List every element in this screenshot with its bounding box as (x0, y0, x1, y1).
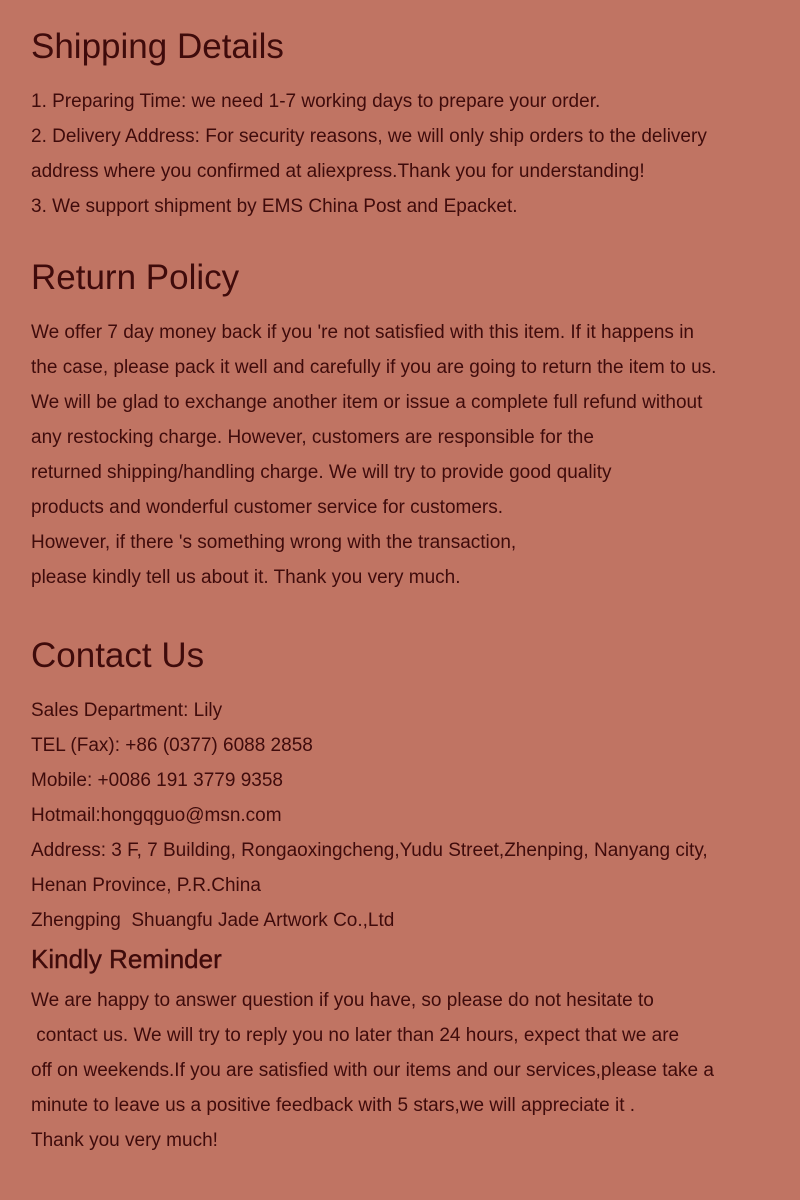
return-policy-line: the case, please pack it well and carefully if you are going to return the item to us. (31, 357, 717, 378)
shipping-line: 1. Preparing Time: we need 1-7 working days to prepare your order. (31, 91, 601, 112)
reminder-line: minute to leave us a positive feedback with 5 stars,we will appreciate it . (31, 1095, 636, 1116)
contact-company-name: Zhengping Shuangfu Jade Artwork Co.,Ltd (31, 910, 395, 931)
kindly-reminder-heading: Kindly Reminder (31, 944, 222, 974)
contact-details-list (31, 693, 708, 938)
return-policy-line: any restocking charge. However, customers are responsible for the (31, 427, 594, 448)
return-policy-line: However, if there 's something wrong with the transaction, (31, 532, 517, 553)
return-policy-line: We will be glad to exchange another item or issue a complete full refund without (31, 392, 703, 413)
contact-tel-fax: TEL (Fax): +86 (0377) 6088 2858 (31, 735, 313, 756)
reminder-line: We are happy to answer question if you have, so please do not hesitate to (31, 990, 654, 1011)
shipping-line: address where you confirmed at aliexpress.Thank you for understanding! (31, 161, 645, 182)
return-policy-line: returned shipping/handling charge. We will try to provide good quality (31, 462, 612, 483)
contact-us-heading: Contact Us (31, 636, 205, 675)
return-policy-line: products and wonderful customer service for customers. (31, 497, 504, 518)
contact-sales-department: Sales Department: Lily (31, 700, 223, 721)
shipping-details-heading: Shipping Details (31, 27, 284, 66)
contact-address-province: Henan Province, P.R.China (31, 875, 261, 896)
shipping-details-list (31, 84, 707, 224)
return-policy-heading: Return Policy (31, 258, 240, 297)
return-policy-text (31, 315, 716, 595)
shipping-line: 3. We support shipment by EMS China Post and Epacket. (31, 196, 518, 217)
contact-email: Hotmail:hongqguo@msn.com (31, 805, 282, 826)
contact-mobile: Mobile: +0086 191 3779 9358 (31, 770, 283, 791)
return-policy-line: please kindly tell us about it. Thank you very much. (31, 567, 461, 588)
reminder-line: contact us. We will try to reply you no later than 24 hours, expect that we are (31, 1025, 680, 1046)
return-policy-line: We offer 7 day money back if you 're not satisfied with this item. If it happens in (31, 322, 694, 343)
reminder-line: off on weekends.If you are satisfied with our items and our services,please take a (31, 1060, 714, 1081)
contact-address: Address: 3 F, 7 Building, Rongaoxingcheng,Yudu Street,Zhenping, Nanyang city, (31, 840, 708, 861)
kindly-reminder-text (31, 983, 714, 1158)
reminder-line: Thank you very much! (31, 1130, 218, 1151)
shipping-line: 2. Delivery Address: For security reasons, we will only ship orders to the delivery (31, 126, 707, 147)
